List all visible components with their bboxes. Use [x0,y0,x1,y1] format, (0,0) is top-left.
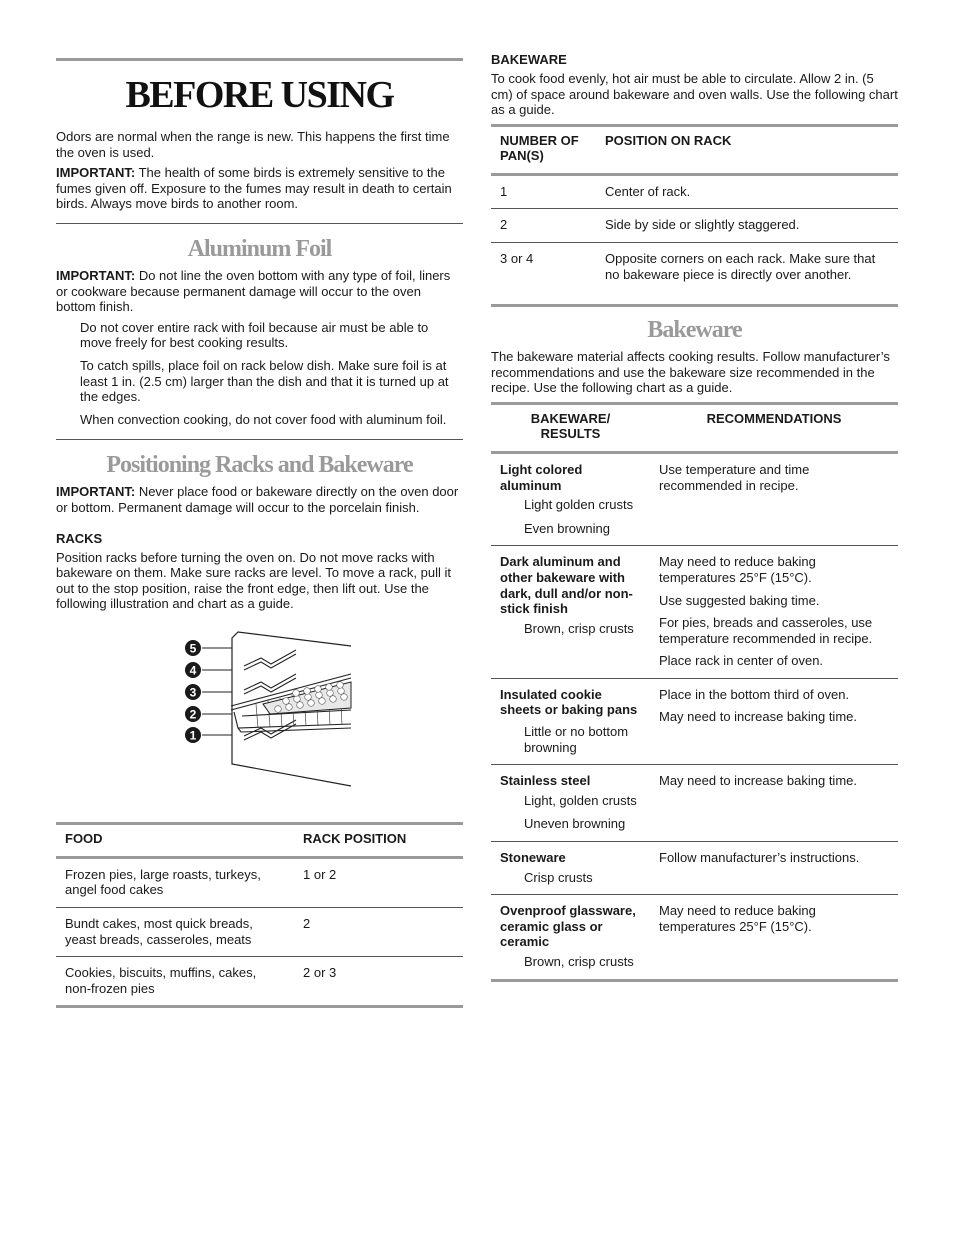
result-item: Light golden crusts [524,497,634,513]
recommendation: Follow manufacturer’s instructions. [659,850,860,866]
recommendation: Use suggested baking time. [659,592,820,608]
bakeware-type-cell [491,765,650,842]
table-cell: 1 [491,174,596,209]
foil-item: When convection cooking, do not cover food with aluminum foil. [80,411,447,427]
table-row [491,895,898,980]
divider [56,439,463,440]
aluminum-foil-heading: Aluminum Foil [187,235,332,262]
positioning-important: IMPORTANT: Never place food or bakeware directly on the oven door or bottom. Permanent damage will occur to the porcelain finish. [56,484,459,515]
bakeware-text: The bakeware material affects cooking results. Follow manufacturer’s recommendations and use the bakeware size recommended in the recipe. Use the following chart as a guide. [491,349,890,396]
table-cell: Cookies, biscuits, muffins, cakes, non-frozen pies [65,965,257,996]
top-rule [56,58,463,61]
table-cell: Opposite corners on each rack. Make sure that no bakeware piece is directly over another. [605,250,876,282]
table-row [491,678,898,764]
bakeware-type-cell [491,546,650,679]
table-cell: Center of rack. [596,174,898,209]
bakeware-type: Light colored aluminum [500,461,583,493]
result-item: Uneven browning [524,816,626,832]
recommendation: May need to reduce baking temperatures 25°F (15°C). [659,903,816,934]
page-title: BEFORE USING [125,74,394,116]
column-header: RECOMMENDATIONS [650,403,898,452]
bakeware-type-cell [491,842,650,895]
recommendation-cell [650,678,898,764]
recommendation: May need to reduce baking temperatures 25°F (15°C). [659,554,816,585]
recommendation-cell [650,842,898,895]
bakeware-intro: To cook food evenly, hot air must be able to circulate. Allow 2 in. (5 cm) of space around bakeware and oven walls. Use the following chart as a guide. [491,71,898,118]
table-cell: 2 [294,908,463,957]
recommendation: For pies, breads and casseroles, use temperature recommended in recipe. [659,615,873,646]
recommendation-cell [650,765,898,842]
oven-rack-drawing [56,624,463,804]
pan-position-table [491,124,898,307]
table-row [491,242,898,305]
recommendation: May need to increase baking time. [659,709,857,725]
bakeware-type: Ovenproof glassware, ceramic glass or ceramic [500,903,636,950]
bakeware-type-cell [491,452,650,545]
recommendation: Use temperature and time recommended in recipe. [659,461,810,493]
foil-item: To catch spills, place foil on rack below dish. Make sure foil is at least 1 in. (2.5 cm) larger than the dish and that it is turned up at the edges. [80,357,449,405]
recommendation-cell [650,895,898,980]
table-row [491,765,898,842]
table-row [56,857,463,907]
recommendation: Place rack in center of oven. [659,653,824,669]
bakeware-type: Dark aluminum and other bakeware with dark, dull and/or non-stick finish [500,554,633,617]
table-row [56,957,463,1007]
food-rack-table [56,822,463,1009]
bakeware-heading: Bakeware [647,317,742,344]
rack-number-2: 2 [189,707,197,722]
table-cell: 2 [491,209,596,243]
table-cell: Side by side or slightly staggered. [596,209,898,243]
birds-warning: IMPORTANT: The health of some birds is extremely sensitive to the fumes given off. Exposure to the fumes may result in death to certain birds. Always move birds to another room. [56,165,452,212]
table-row [491,452,898,545]
bakeware-type-cell [491,678,650,764]
table-row [491,174,898,209]
table-row [56,908,463,957]
result-item: Even browning [524,520,610,536]
oven-rack-illustration [56,624,463,804]
result-item: Little or no bottom browning [524,724,629,755]
bakeware-recommendations-table [491,402,898,982]
column-header: FOOD [56,823,294,857]
rack-number-5: 5 [189,641,197,656]
result-item: Brown, crisp crusts [524,620,634,636]
rack-number-3: 3 [189,685,197,700]
column-header: BAKEWARE/ RESULTS [491,403,650,452]
recommendation: Place in the bottom third of oven. [659,686,850,702]
bakeware-type: Insulated cookie sheets or baking pans [500,686,638,718]
intro-paragraph: Odors are normal when the range is new. This happens the first time the oven is used. [56,129,450,160]
foil-important: IMPORTANT: Do not line the oven bottom with any type of foil, liners or cookware because permanent damage will occur to the oven bottom finish. [56,267,451,315]
table-row [491,209,898,243]
positioning-racks-heading: Positioning Racks and Bakeware [106,452,413,479]
column-header: POSITION ON RACK [596,125,898,174]
bakeware-type-cell [491,895,650,980]
result-item: Crisp crusts [524,869,593,885]
recommendation: May need to increase baking time. [659,773,857,789]
bakeware-type: Stoneware [500,850,566,866]
left-column [56,58,463,1008]
rack-position-badges [185,640,201,743]
rack-number-4: 4 [189,663,197,678]
racks-subheading: RACKS [56,530,103,546]
table-cell: 2 or 3 [303,965,337,981]
rack-number-1: 1 [189,728,197,743]
table-cell: Frozen pies, large roasts, turkeys, angel food cakes [56,857,294,907]
column-header: NUMBER OF PAN(S) [491,125,596,174]
divider [56,223,463,224]
recommendation-cell [650,546,898,679]
racks-text: Position racks before turning the oven on. Do not move racks with bakeware on them. Make sure racks are level. To move a rack, pull it out to the stop position, raise the front edge, then lift out. Use the following illustration and chart as a guide. [56,549,451,612]
foil-item: Do not cover entire rack with foil because air must be able to move freely for best cooking results. [80,319,429,351]
result-item: Light, golden crusts [524,792,637,808]
column-header: RACK POSITION [294,823,463,857]
table-cell: 1 or 2 [294,857,463,907]
table-cell: 3 or 4 [500,250,534,266]
right-column [491,52,898,982]
bakeware-type: Stainless steel [500,773,591,789]
table-row [491,546,898,679]
table-row [491,842,898,895]
recommendation-cell [650,452,898,545]
bakeware-subheading: BAKEWARE [491,52,567,67]
table-cell: Bundt cakes, most quick breads, yeast breads, casseroles, meats [56,908,294,957]
result-item: Brown, crisp crusts [524,954,634,969]
